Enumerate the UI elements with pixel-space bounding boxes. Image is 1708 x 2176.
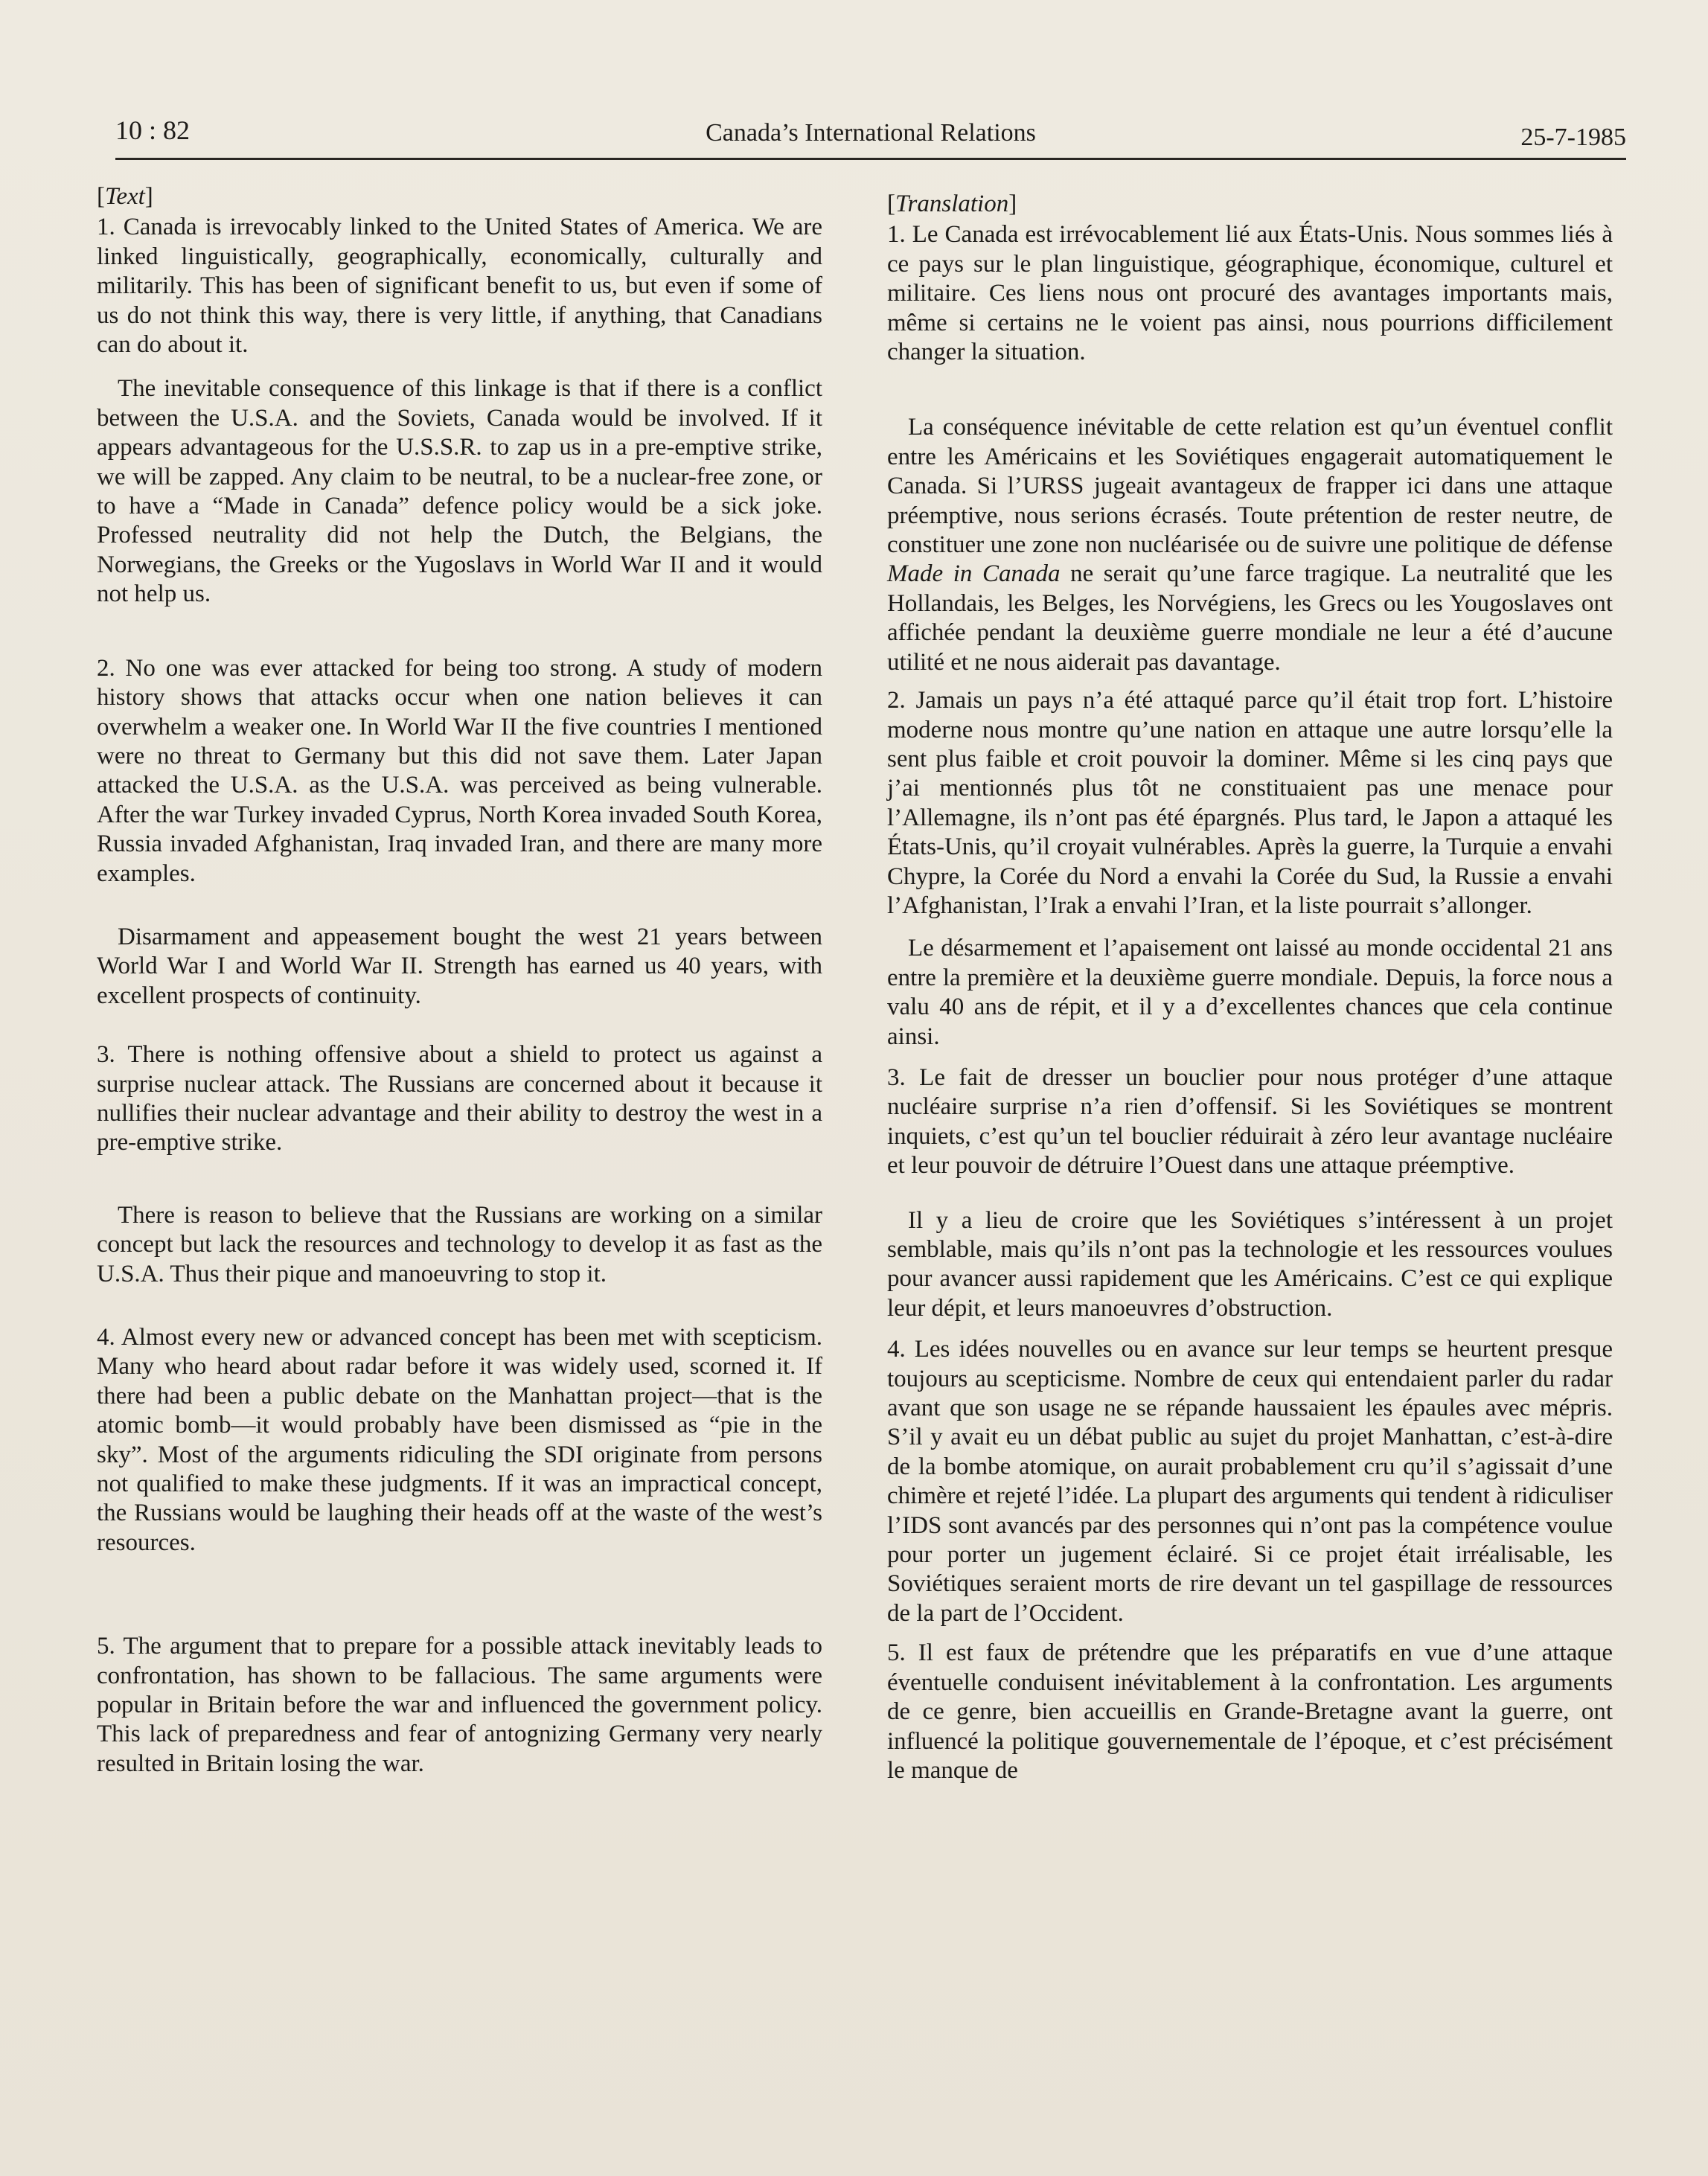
english-column (97, 182, 822, 1779)
paragraph-text: ne serait qu’une farce tragique. La neutralité que les Hollandais, les Belges, les Norvégiens, les Grecs ou les Yougoslaves ont affichée pendant la deuxième guerre mondiale ne leur a été d’aucune utilité et ne nous aiderait pas davantage. (887, 560, 1613, 676)
column-label-text: Translation (895, 191, 1009, 217)
paragraph: The inevitable consequence of this linkage is that if there is a conflict between the U.S.A. and the Soviets, Canada would be involved. If it appears advantageous for the U.S.S.R. to zap us in a pre-emptive strike, we will be zapped. Any claim to be neutral, to be a nuclear-free zone, or to have a “Made in Canada” defence policy would be a sick joke. Professed neutrality did not help the Dutch, the Belgians, the Norwegians, the Greeks or the Yugoslavs in World War II and it would not help us. (97, 375, 822, 608)
paragraph: 2. Jamais un pays n’a été attaqué parce qu’il était trop fort. L’histoire moderne nous montre qu’une nation en attaque une autre lorsqu’elle la sent plus faible et croit pouvoir la dominer. Même si les cinq pays que j’ai mentionnés plus tôt ne constituaient pas une menace pour l’Allemagne, ils n’ont pas été épargnés. Plus tard, le Japon a attaqué les États-Unis, qu’il croyait vulnérables. Après la guerre, la Turquie a envahi Chypre, la Corée du Nord a envahi la Corée du Sud, la Russie a envahi l’Afghanistan, l’Irak a envahi l’Iran, et la liste pourrait s’allonger. (887, 687, 1613, 919)
paragraph: 1. Canada is irrevocably linked to the United States of America. We are linked linguistically, geographically, economically, culturally and militarily. This has been of significant benefit to us, but even if some of us do not think this way, there is very little, if anything, that Canadians can do about it. (97, 214, 822, 359)
column-label-text: Text (105, 183, 145, 210)
paragraph: 2. No one was ever attacked for being too strong. A study of modern history shows that attacks occur when one nation believes it can overwhelm a weaker one. In World War II the five countries I mentioned were no threat to Germany but this did not save them. Later Japan attacked the U.S.A. as the U.S.A. was perceived as being vulnerable. After the war Turkey invaded Cyprus, North Korea invaded South Korea, Russia invaded Afghanistan, Iraq invaded Iran, and there are many more examples. (97, 654, 822, 887)
paragraph-text: La conséquence inévitable de cette relation est qu’un éventuel conflit entre les Américains et les Soviétiques engagerait automatiquement le Canada. Si l’URSS jugeait avantageux de frapper ici dans une attaque préemptive, nous serions écrasés. Toute prétention de rester neutre, de constituer une zone non nucléarisée ou de suivre une politique de défense (887, 414, 1613, 559)
paragraph: Disarmament and appeasement bought the west 21 years between World War I and World War II. Strength has earned us 40 years, with excellent prospects of continuity. (97, 923, 822, 1009)
running-title: Canada’s International Relations (706, 119, 1036, 147)
column-label: [Translation] (887, 191, 1017, 217)
paragraph: 3. There is nothing offensive about a shield to protect us against a surprise nuclear attack. The Russians are concerned about it because it nullifies their nuclear advantage and their ability to destroy the west in a pre-emptive strike. (97, 1041, 822, 1156)
paragraph: 5. Il est faux de prétendre que les préparatifs en vue d’une attaque éventuelle conduisent inévitablement à la confrontation. Les arguments de ce genre, bien accueillis en Grande-Bretagne avant la guerre, ont influencé la politique gouvernementale de l’époque, et c’est précisément le manque de (887, 1639, 1613, 1784)
french-column (887, 190, 1613, 1785)
header-rule (115, 158, 1626, 160)
paragraph: 3. Le fait de dresser un bouclier pour nous protéger d’une attaque nucléaire surprise n’a rien d’offensif. Si les Soviétiques se montrent inquiets, c’est qu’un tel bouclier réduirait à zéro leur avantage nucléaire et leur pouvoir de détruire l’Ouest dans une attaque préemptive. (887, 1063, 1613, 1180)
paragraph (887, 413, 1613, 677)
paragraph: Il y a lieu de croire que les Soviétiques s’intéressent à un projet semblable, mais qu’ils n’ont pas la technologie et les ressources voulues pour avancer aussi rapidement que les Américains. C’est ce qui explique leur dépit, et leurs manoeuvres d’obstruction. (887, 1206, 1613, 1322)
header-date: 25-7-1985 (1520, 124, 1626, 151)
paragraph: 4. Almost every new or advanced concept has been met with scepticism. Many who heard about radar before it was widely used, scorned it. If there had been a public debate on the Manhattan project—that is the atomic bomb—it would probably have been dismissed as “pie in the sky”. Most of the arguments ridiculing the SDI originate from persons not qualified to make these judgments. If it was an impractical concept, the Russians would be laughing their heads off at the waste of the west’s resources. (97, 1324, 822, 1556)
column-label: [Text] (97, 183, 153, 210)
emphasized-phrase: Made in Canada (887, 560, 1061, 588)
paragraph: 4. Les idées nouvelles ou en avance sur leur temps se heurtent presque toujours au scepticisme. Nombre de ceux qui entendaient parler du radar avant que son usage ne se répande haussaient les épaules avec mépris. S’il y avait eu un débat public au sujet du projet Manhattan, c’est-à-dire de la bombe atomique, on aurait probablement cru qu’il s’agissait d’une chimère et rejeté l’idée. La plupart des arguments qui tendent à ridiculiser l’IDS sont avancés par des personnes qui n’ont pas la compétence voulue pour porter un jugement éclairé. Si ce projet était irréalisable, les Soviétiques seraient morts de rire devant un tel gaspillage de ressources de la part de l’Occident. (887, 1336, 1613, 1627)
paragraph: 5. The argument that to prepare for a possible attack inevitably leads to confrontation, has shown to be fallacious. The same arguments were popular in Britain before the war and influenced the government policy. This lack of preparedness and fear of antognizing Germany very nearly resulted in Britain losing the war. (97, 1633, 822, 1777)
paragraph: 1. Le Canada est irrévocablement lié aux États-Unis. Nous sommes liés à ce pays sur le plan linguistique, géographique, économique, culturel et militaire. Ces liens nous ont procuré des avantages importants mais, même si certains ne le voient pas ainsi, nous pourrions difficilement changer la situation. (887, 221, 1613, 366)
page-header (115, 112, 1626, 156)
paragraph: There is reason to believe that the Russians are working on a similar concept but lack the resources and technology to develop it as fast as the U.S.A. Thus their pique and manoeuvring to stop it. (97, 1201, 822, 1287)
paragraph: Le désarmement et l’apaisement ont laissé au monde occidental 21 ans entre la première et la deuxième guerre mondiale. Depuis, la force nous a valu 40 ans de répit, et il y a d’excellentes chances que cela continue ainsi. (887, 935, 1613, 1050)
page-number: 10 : 82 (115, 115, 191, 145)
